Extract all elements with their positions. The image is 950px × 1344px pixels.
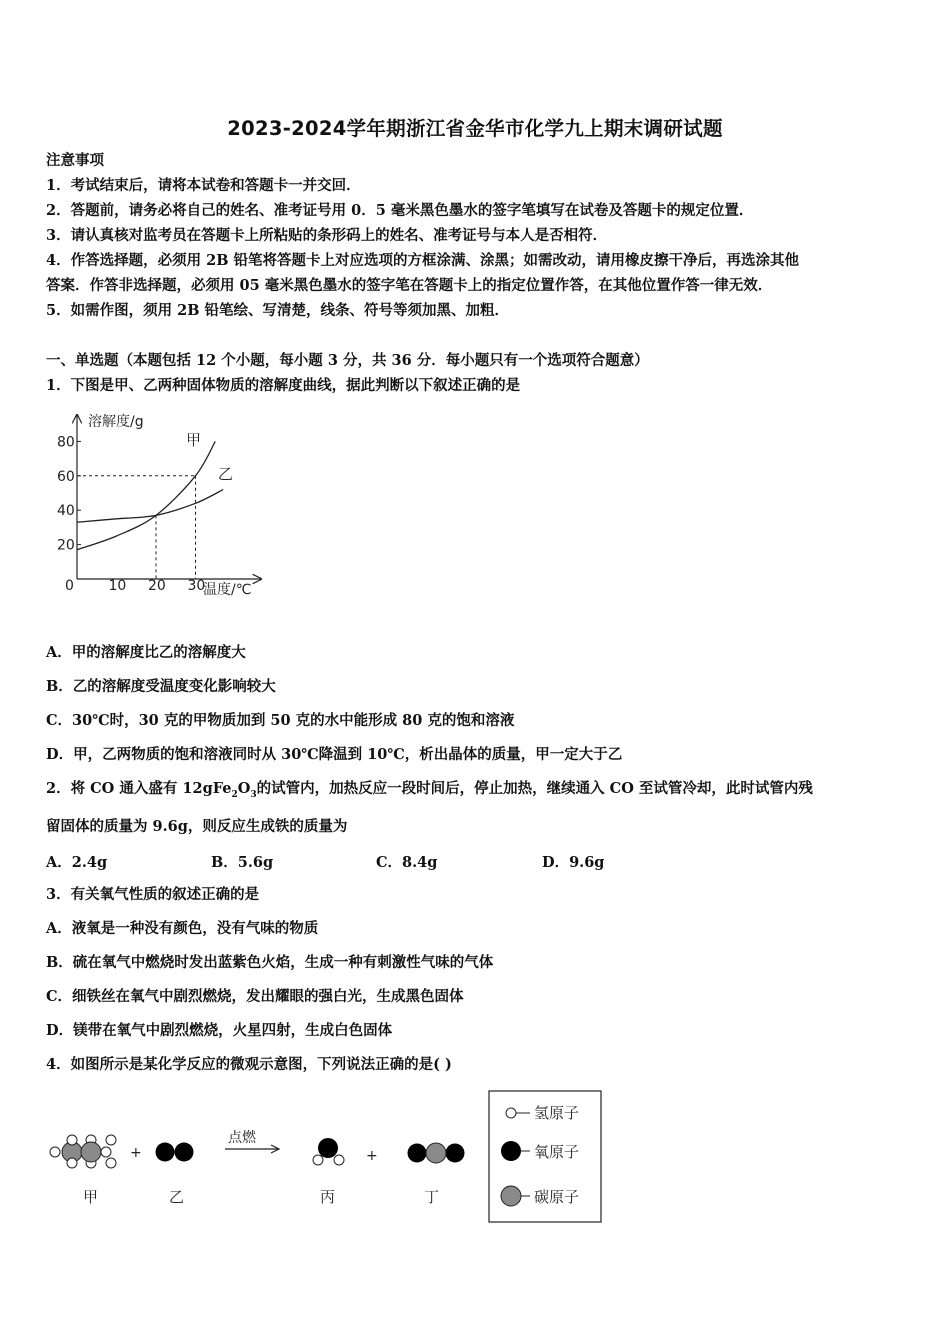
q2-stem: 2．将 CO 通入盛有 $12gFe_2O_3$的试管内，加热反应一段时间后，停止加热，继续通入 CO 至试管冷却，此时试管内残 — [46, 780, 813, 800]
legend-hydrogen: 氢原子 — [534, 1104, 580, 1122]
series-line-yi — [77, 490, 223, 523]
q1-stem: 1．下图是甲、乙两种固体物质的溶解度曲线，据此判断以下叙述正确的是 — [46, 377, 521, 394]
molecule-ding — [408, 1143, 465, 1163]
q3-option-b: B．硫在氧气中燃烧时发出蓝紫色火焰，生成一种有刺激性气味的气体 — [46, 954, 494, 971]
q3-option-d: D．镁带在氧气中剧烈燃烧，火星四射，生成白色固体 — [46, 1022, 393, 1039]
reaction-diagram — [40, 1085, 620, 1230]
h-atom — [67, 1158, 77, 1168]
y-axis-label: 溶解度/g — [88, 414, 144, 430]
series-label-yi: 乙 — [218, 465, 234, 483]
legend-oxygen: 氧原子 — [534, 1143, 580, 1161]
y-tick-label: 60 — [57, 468, 75, 485]
molecule-bing — [313, 1138, 344, 1165]
q2-option-b: B．5.6g — [211, 854, 274, 871]
h-atom — [334, 1155, 344, 1165]
label-jia: 甲 — [83, 1188, 99, 1206]
reaction-condition: 点燃 — [228, 1130, 256, 1146]
y-tick-label: 80 — [57, 434, 75, 451]
o-atom — [175, 1143, 194, 1162]
y-tick-label: 20 — [57, 537, 75, 554]
q2-option-a: A．2.4g — [46, 854, 108, 871]
q1-option-c: C．30℃时，30 克的甲物质加到 50 克的水中能形成 80 克的饱和溶液 — [46, 712, 515, 729]
solubility-chart — [46, 405, 276, 605]
o-atom — [318, 1138, 338, 1158]
exam-title: 2023-2024学年期浙江省金华市化学九上期末调研试题 — [227, 117, 723, 140]
o-atom — [156, 1143, 175, 1162]
notice-item-4-cont: 答案．作答非选择题，必须用 05 毫米黑色墨水的签字笔在答题卡上的指定位置作答，在其他位置作答一律无效． — [46, 277, 773, 294]
notice-item-4: 4．作答选择题，必须用 2B 铅笔将答题卡上对应选项的方框涂满、涂黑；如需改动，请用橡皮擦干净后，再选涂其他 — [46, 252, 800, 269]
y-tick-label: 40 — [57, 503, 75, 520]
section-1-heading: 一、单选题（本题包括 12 个小题，每小题 3 分，共 36 分．每小题只有一个选项符合题意） — [46, 352, 649, 369]
q2-options — [46, 851, 746, 871]
x-tick-label: 10 — [108, 578, 127, 594]
h-atom — [101, 1147, 111, 1157]
molecule-jia — [50, 1135, 116, 1168]
q2-option-d: D．9.6g — [542, 854, 605, 871]
legend-carbon: 碳原子 — [534, 1188, 580, 1206]
o-atom — [408, 1144, 427, 1163]
notice-item-5: 5．如需作图，须用 2B 铅笔绘、写清楚，线条、符号等须加黑、加粗． — [46, 302, 510, 319]
label-yi: 乙 — [169, 1188, 185, 1206]
q2-option-c: C．8.4g — [376, 854, 438, 871]
q3-stem: 3．有关氧气性质的叙述正确的是 — [46, 886, 260, 903]
notice-heading: 注意事项 — [46, 152, 104, 169]
plus-sign: + — [130, 1145, 142, 1161]
q1-option-a: A．甲的溶解度比乙的溶解度大 — [46, 644, 246, 661]
x-tick-label: 30 — [187, 578, 206, 594]
molecule-yi — [156, 1143, 194, 1162]
x-tick-label: 20 — [148, 578, 166, 594]
h-atom — [67, 1135, 77, 1145]
notice-item-2: 2．答题前，请务必将自己的姓名、准考证号用 0．5 毫米黑色墨水的签字笔填写在试卷及答题卡的规定位置． — [46, 202, 754, 219]
q1-option-b: B．乙的溶解度受温度变化影响较大 — [46, 678, 276, 695]
q4-stem: 4．如图所示是某化学反应的微观示意图，下列说法正确的是( ) — [46, 1056, 452, 1073]
legend-h-atom — [506, 1108, 516, 1118]
q1-option-d: D．甲，乙两物质的饱和溶液同时从 30℃降温到 10℃，析出晶体的质量，甲一定大于乙 — [46, 746, 623, 763]
q3-option-c: C．细铁丝在氧气中剧烈燃烧，发出耀眼的强白光，生成黑色固体 — [46, 988, 464, 1005]
q2-stem-cont: 留固体的质量为 9.6g，则反应生成铁的质量为 — [46, 818, 348, 835]
h-atom — [50, 1147, 60, 1157]
series-line-jia — [77, 441, 215, 549]
c-atom — [426, 1143, 446, 1163]
c-atom — [81, 1142, 101, 1162]
x-axis-label: 温度/℃ — [203, 582, 252, 598]
legend-c-atom — [501, 1186, 521, 1206]
notice-item-3: 3．请认真核对监考员在答题卡上所粘贴的条形码上的姓名、准考证号与本人是否相符． — [46, 227, 608, 244]
o-atom — [446, 1144, 465, 1163]
label-bing: 丙 — [320, 1188, 336, 1206]
x-tick-label: 0 — [65, 578, 74, 594]
h-atom — [106, 1135, 116, 1145]
q3-option-a: A．液氧是一种没有颜色，没有气味的物质 — [46, 920, 319, 937]
h-atom — [313, 1155, 323, 1165]
legend-o-atom — [501, 1141, 521, 1161]
h-atom — [106, 1158, 116, 1168]
plus-sign: + — [366, 1148, 378, 1164]
series-label-jia: 甲 — [186, 431, 202, 449]
notice-item-1: 1．考试结束后，请将本试卷和答题卡一并交回． — [46, 177, 361, 194]
label-ding: 丁 — [424, 1188, 440, 1206]
